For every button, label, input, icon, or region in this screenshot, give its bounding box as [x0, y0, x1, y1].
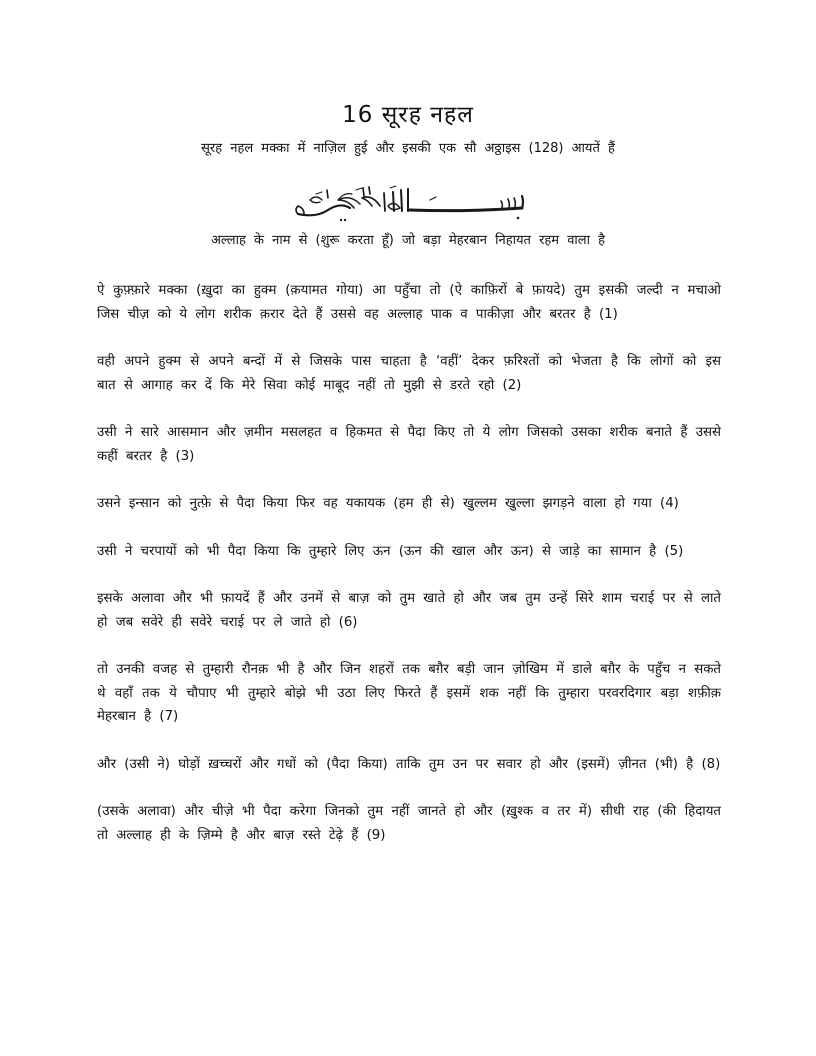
verse-text: तो उनकी वजह से तुम्हारी रौनक़ भी है और जिन शहरों तक बग़ैर बड़ी जान ज़ोखिम में डाले बग़ैर के पहुँच न सकते थे वहाँ तक ये चौपाए भी तुम्हारे बोझे भी उठा लिए फिरते हैं इसमें शक नहीं कि तुम्हारा परवरदिगार बड़ा शफ़ीक़ मेहरबान है — [97, 662, 721, 724]
bismillah-translation: अल्लाह के नाम से (शुरू करता हूँ) जो बड़ा मेहरबान निहायत रहम वाला है — [210, 233, 606, 248]
verse-1 — [97, 279, 721, 326]
verses-list — [97, 279, 721, 871]
verse-number: (6) — [338, 614, 358, 630]
verse-5 — [97, 540, 721, 564]
verse-text: और (उसी ने) घोड़ों ख़च्चरों और गधों को (पैदा किया) ताकि तुम उन पर सवार हो और (इसमें) ज़ीनत (भी) है — [97, 756, 694, 772]
verse-number: (2) — [502, 377, 522, 393]
bismillah-calligraphy — [290, 184, 530, 226]
verse-2 — [97, 350, 721, 397]
verse-text: ऐ कुफ़्फ़ारे मक्का (ख़ुदा का हुक्म (क़यामत गोया) आ पहुँचा तो (ऐ काफ़िरों बे फ़ायदे) तुम इसकी जल्दी न मचाओ जिस चीज़ को ये लोग शरीक क़रार देते हैं उससे वह अल्लाह पाक व पाकीज़ा और बरतर है — [97, 283, 721, 322]
verse-number: (5) — [664, 543, 684, 559]
verse-text: उसी ने चरपायों को भी पैदा किया कि तुम्हारे लिए ऊन (ऊन की खाल और ऊन) से जाड़े का सामान है — [97, 543, 657, 559]
verse-number: (1) — [598, 306, 618, 322]
verse-7 — [97, 658, 721, 729]
verse-text: उसने इन्सान को नुत्फ़े से पैदा किया फिर वह यकायक (हम ही से) खुल्लम खुल्ला झगड़ने वाला हो गया — [97, 496, 652, 511]
verse-number: (3) — [175, 448, 195, 464]
surah-subtitle: सूरह नहल मक्का में नाज़िल हुई और इसकी एक सौ अठ्ठाइस (128) आयतें हैं — [201, 141, 615, 156]
verse-9 — [97, 800, 721, 847]
bismillah-calligraphy-image — [290, 184, 530, 226]
verse-8 — [97, 753, 721, 777]
verse-text: (उसके अलावा) और चीज़े भी पैदा करेगा जिनको तुम नहीं जानते हो और (ख़ुश्क व तर में) सीधी राह (की हिदायत तो अल्लाह ही के ज़िम्मे है और बाज़ रस्ते टेढ़े हैं — [97, 804, 721, 843]
verse-3 — [97, 421, 721, 468]
verse-number: (4) — [660, 496, 679, 511]
verse-text: वही अपने हुक्म से अपने बन्दों में से जिसके पास चाहता है ‘वहीं’ देकर फ़रिश्तों को भेजता है कि लोगों को इस बात से आगाह कर दें कि मेरे सिवा कोई माबूद नहीं तो मुझी से डरते रहो — [97, 354, 721, 393]
verse-number: (9) — [366, 827, 386, 843]
verse-6 — [97, 587, 721, 634]
verse-number: (8) — [701, 756, 721, 772]
verse-4 — [97, 492, 721, 516]
verse-text: इसके अलावा और भी फ़ायदें हैं और उनमें से बाज़ को तुम खाते हो और जब तुम उन्हें सिरे शाम चराई पर से लाते हो जब सवेरे ही सवेरे चराई पर ले जाते हो — [97, 591, 721, 630]
verse-number: (7) — [159, 709, 179, 724]
verse-text: उसी ने सारे आसमान और ज़मीन मसलहत व हिकमत से पैदा किए तो ये लोग जिसको उसका शरीक बनाते हैं उससे कहीं बरतर है — [97, 425, 721, 464]
surah-title: 16 सूरह नहल — [342, 102, 474, 128]
